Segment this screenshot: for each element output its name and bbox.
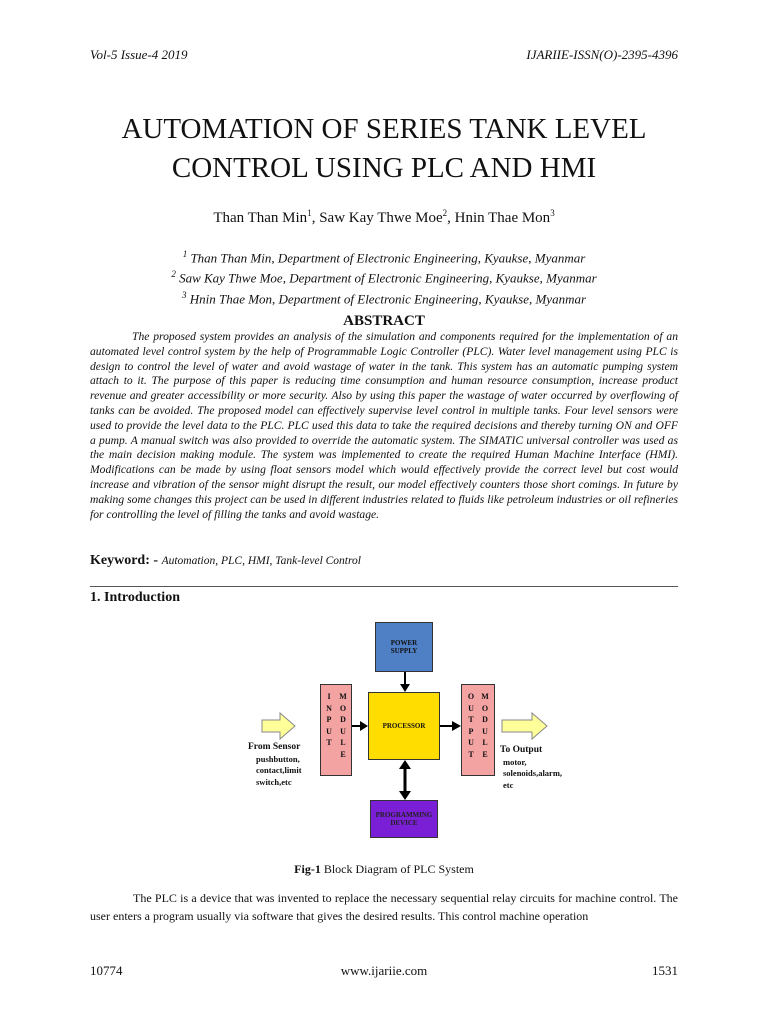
to-output-line: solenoids,alarm, — [503, 768, 563, 778]
plc-block-diagram — [240, 622, 570, 842]
letter: L — [340, 738, 346, 747]
from-sensor-line: pushbutton, — [256, 753, 300, 764]
from-sensor-text — [248, 742, 302, 788]
input-letters — [324, 691, 334, 749]
keywords-value: Automation, PLC, HMI, Tank-level Control — [161, 555, 361, 567]
programming-label-2: DEVICE — [390, 819, 418, 827]
page-id: 10774 — [90, 963, 123, 978]
module-letters — [338, 691, 348, 760]
letter: E — [340, 749, 346, 759]
letter: M — [339, 692, 347, 701]
to-output-line: motor, — [503, 756, 527, 767]
processor-block — [368, 692, 440, 760]
author-name: Saw Kay Thwe Moe — [319, 210, 443, 226]
affiliation-list — [60, 246, 708, 307]
letter: E — [482, 749, 488, 759]
section-divider — [90, 586, 678, 587]
to-output-line: etc — [503, 779, 514, 790]
from-sensor-line: contact,limit — [256, 765, 302, 775]
from-sensor-line: switch,etc — [256, 776, 292, 787]
journal-issn: IJARIIE-ISSN(O)-2395-4396 — [526, 47, 678, 62]
keywords-dash: - — [149, 553, 162, 568]
figure-label: Fig-1 — [294, 862, 321, 876]
letter: T — [326, 738, 332, 747]
affiliation-item — [60, 246, 708, 266]
section-heading: 1. Introduction — [90, 590, 180, 605]
body-paragraph: The PLC is a device that was invented to replace the necessary sequential relay circuits for machine control. The user enters a program usually via software that gives the desired results. This control machine operation — [90, 891, 678, 923]
abstract-heading: ABSTRACT — [343, 313, 425, 329]
letter: U — [468, 703, 474, 713]
output-arrow-head — [452, 721, 461, 731]
affiliation-text: Hnin Thae Mon, Department of Electronic Engineering, Kyaukse, Myanmar — [189, 290, 587, 306]
letter: U — [340, 726, 346, 736]
author-sup: 3 — [550, 208, 555, 218]
author-list: Than Than Min$^1$, Saw Kay Thwe Moe$^2$, Hnin Thae Mon$^3$ — [213, 208, 555, 226]
keywords-line — [90, 553, 361, 569]
affiliation-text: Than Than Min, Department of Electronic Engineering, Kyaukse, Myanmar — [190, 250, 586, 266]
abstract-body — [90, 330, 678, 522]
keywords-label: Keyword: — [90, 553, 150, 568]
letter: T — [468, 715, 474, 724]
page-number: 1531 — [652, 963, 678, 978]
power-supply-block — [375, 622, 433, 672]
power-label-1: POWER — [390, 639, 418, 647]
letter: O — [339, 703, 347, 713]
affiliation-sup: 2 — [171, 269, 176, 280]
affiliation-sup: 3 — [181, 289, 187, 300]
figure-caption — [60, 862, 708, 877]
letter: U — [326, 726, 332, 736]
to-output-arrow — [502, 713, 547, 739]
affiliation-item — [60, 287, 708, 307]
abstract-text: The proposed system provides an analysis of the simulation and components required for the implementation of an automated level control system by the help of Programmable Logic Controller (PLC). Water level management using PLC is design to control the level of water and avoid wastage of water in the tank. This system has an automatic pumping system attach to it. The purpose of this paper is reducing time consumption and human resource consumption, increase product revenue and greater accessibility or more security. Also by using this paper the wastage of water occurred by overflowing of tanks can be avoided. The proposed model can effectively supervise level control in multiple tanks. Four level sensors were used to provide the level data to the PLC. PLC used this data to take the required decisions and thereby turning ON and OFF a pump. A manual switch was also provided to override the automatic system. The SIMATIC universal controller was used as the main decision making module. The system was implemented to create the required Human Machine Interface (HMI). Modifications can be made by using float sensors model which would effectively provide the correct level but cost would increase and vibration of the sensor might disrupt the result, our model effectively counters those short comings. In future by making some changes this project can be used in different industries related to fluids like petroleum industries or oil refineries for controlling the level of filling the tanks and avoid wastage. — [90, 330, 678, 521]
letter: T — [468, 749, 474, 759]
output-letters — [466, 691, 476, 760]
title-line-2: CONTROL USING PLC AND HMI — [171, 152, 597, 184]
to-output-title: To Output — [500, 745, 543, 755]
affiliation-item — [60, 266, 708, 286]
letter: P — [468, 726, 474, 736]
letter: P — [326, 715, 332, 724]
author-name: Hnin Thae Mon — [454, 210, 551, 226]
programming-device-block — [370, 800, 438, 838]
letter: D — [340, 715, 346, 724]
power-label-2: SUPPLY — [390, 647, 418, 655]
prog-arrow-head-up — [399, 760, 411, 769]
journal-volume: Vol-5 Issue-4 2019 — [90, 47, 188, 62]
author-sup: 1 — [307, 208, 312, 218]
letter: U — [482, 726, 488, 736]
processor-label: PROCESSOR — [382, 722, 426, 730]
programming-label-1: PROGRAMMING — [375, 811, 433, 819]
prog-arrow-head-down — [399, 791, 411, 800]
author-name: Than Than Min — [213, 210, 308, 226]
journal-website: www.ijariie.com — [340, 963, 428, 978]
letter: L — [482, 738, 488, 747]
input-module-block — [320, 684, 352, 776]
power-arrow-head — [400, 684, 410, 692]
author-sup: 2 — [442, 208, 448, 218]
letter: M — [481, 692, 489, 701]
affiliation-text: Saw Kay Thwe Moe, Department of Electronic Engineering, Kyaukse, Myanmar — [179, 270, 597, 286]
output-module-block — [461, 684, 495, 776]
letter: N — [326, 703, 332, 713]
from-sensor-arrow — [262, 713, 295, 739]
to-output-text — [500, 745, 562, 791]
letter: I — [327, 692, 331, 701]
input-arrow-head — [360, 721, 368, 731]
module-letters — [480, 691, 490, 760]
affiliation-sup: 1 — [182, 249, 188, 259]
letter: O — [467, 692, 475, 701]
title-line-1: AUTOMATION OF SERIES TANK LEVEL — [121, 113, 647, 145]
figure-caption-text: Block Diagram of PLC System — [320, 862, 474, 876]
from-sensor-title: From Sensor — [248, 742, 301, 752]
letter: O — [481, 703, 489, 713]
letter: U — [468, 738, 474, 747]
letter: D — [482, 715, 488, 724]
paper-title — [60, 110, 708, 188]
